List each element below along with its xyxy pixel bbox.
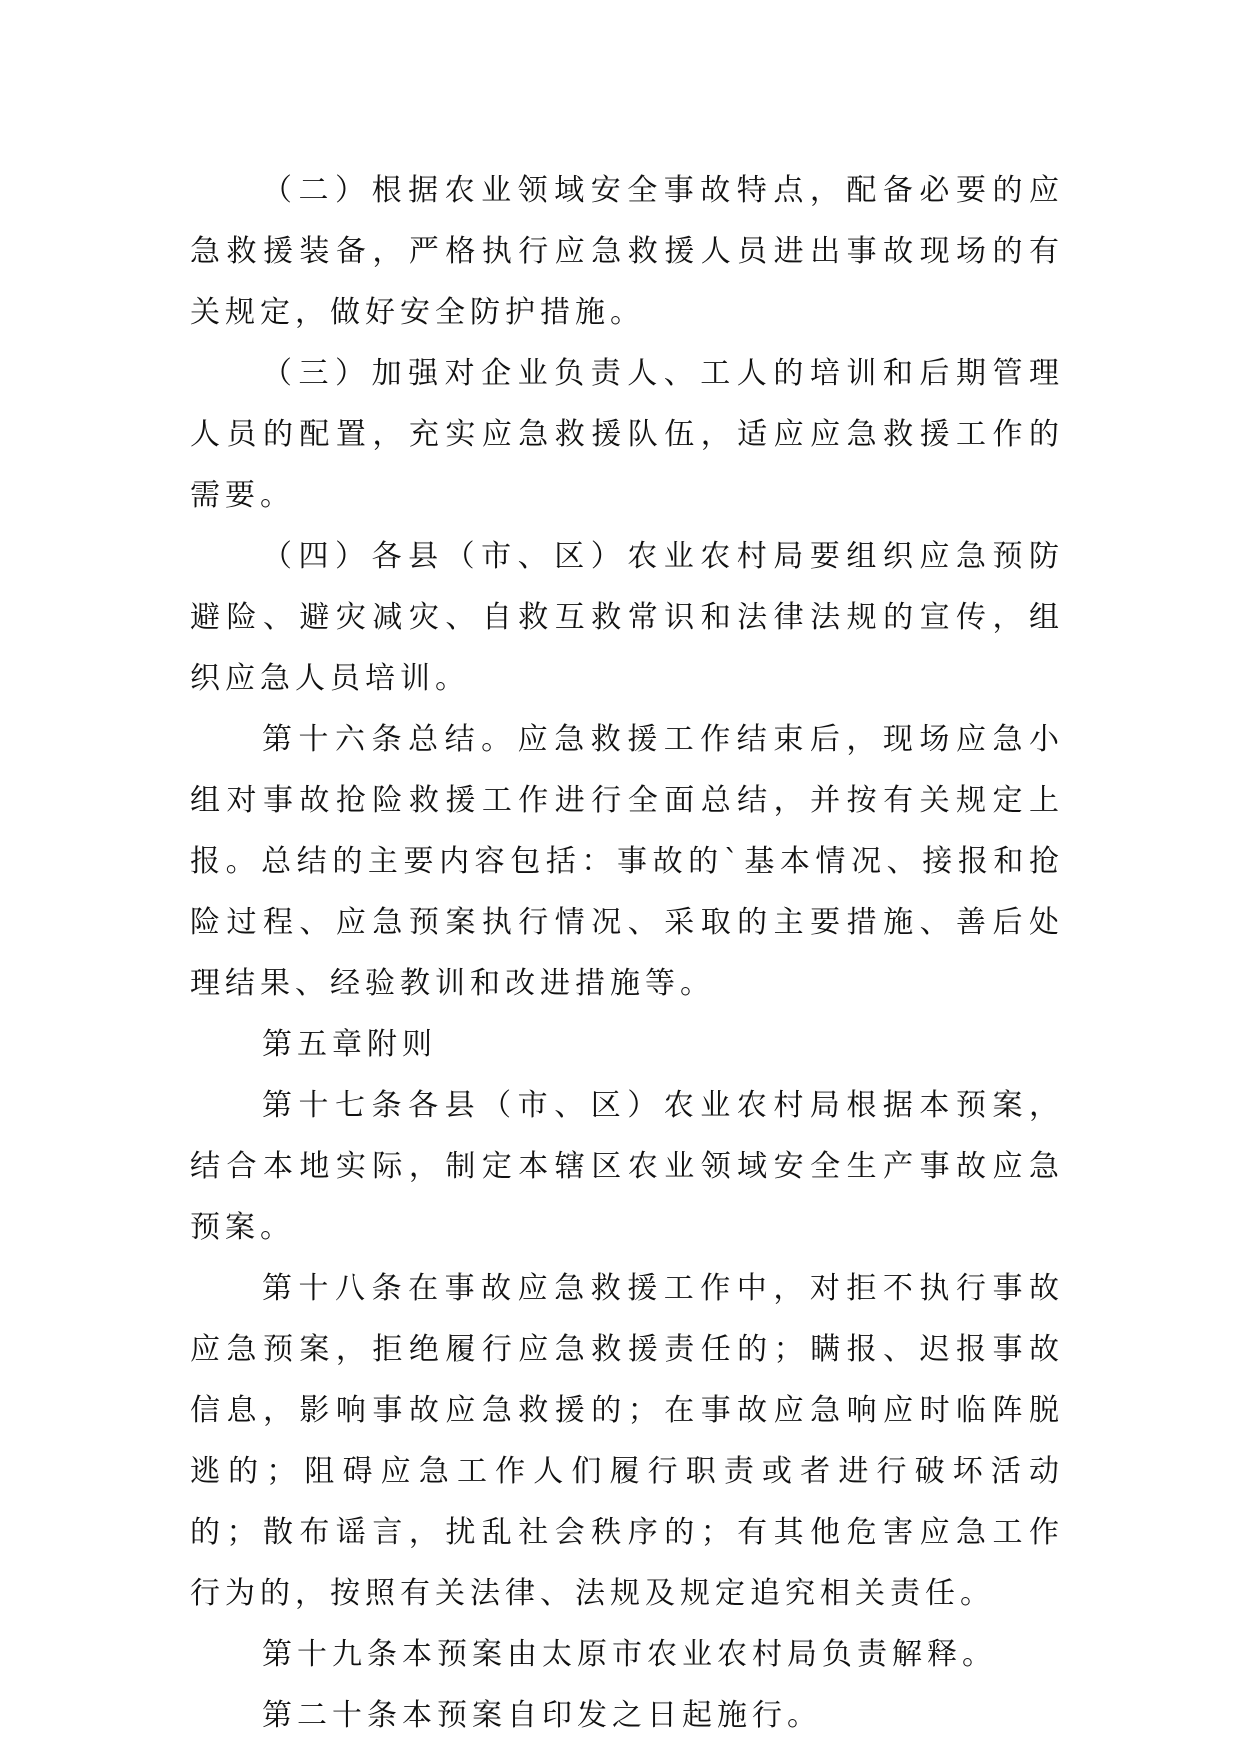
paragraph-item-2: （二）根据农业领域安全事故特点，配备必要的应急救援装备，严格执行应急救援人员进出事故现场的有关规定，做好安全防护措施。 [190,173,1064,330]
document-body [190,160,1064,1746]
paragraph-item-3: （三）加强对企业负责人、工人的培训和后期管理人员的配置，充实应急救援队伍，适应应急救援工作的需要。 [190,356,1064,513]
article-20: 第二十条本预案自印发之日起施行。 [262,1698,822,1733]
article-16-summary: 第十六条总结。应急救援工作结束后，现场应急小组对事故抢险救援工作进行全面总结，并按有关规定上报。总结的主要内容包括：事故的`基本情况、接报和抢险过程、应急预案执行情况、采取的主要措施、善后处理结果、经验教训和改进措施等。 [190,722,1064,1001]
article-18: 第十八条在事故应急救援工作中，对拒不执行事故应急预案，拒绝履行应急救援责任的；瞒报、迟报事故信息，影响事故应急救援的；在事故应急响应时临阵脱逃的；阻碍应急工作人们履行职责或者进行破坏活动的；散布谣言，扰乱社会秩序的；有其他危害应急工作行为的，按照有关法律、法规及规定追究相关责任。 [190,1271,1064,1611]
article-19: 第十九条本预案由太原市农业农村局负责解释。 [262,1637,997,1672]
article-17: 第十七条各县（市、区）农业农村局根据本预案，结合本地实际，制定本辖区农业领域安全生产事故应急预案。 [190,1088,1064,1245]
paragraph-item-4: （四）各县（市、区）农业农村局要组织应急预防避险、避灾减灾、自救互救常识和法律法规的宣传，组织应急人员培训。 [190,539,1064,696]
chapter-5-heading: 第五章附则 [262,1027,437,1062]
